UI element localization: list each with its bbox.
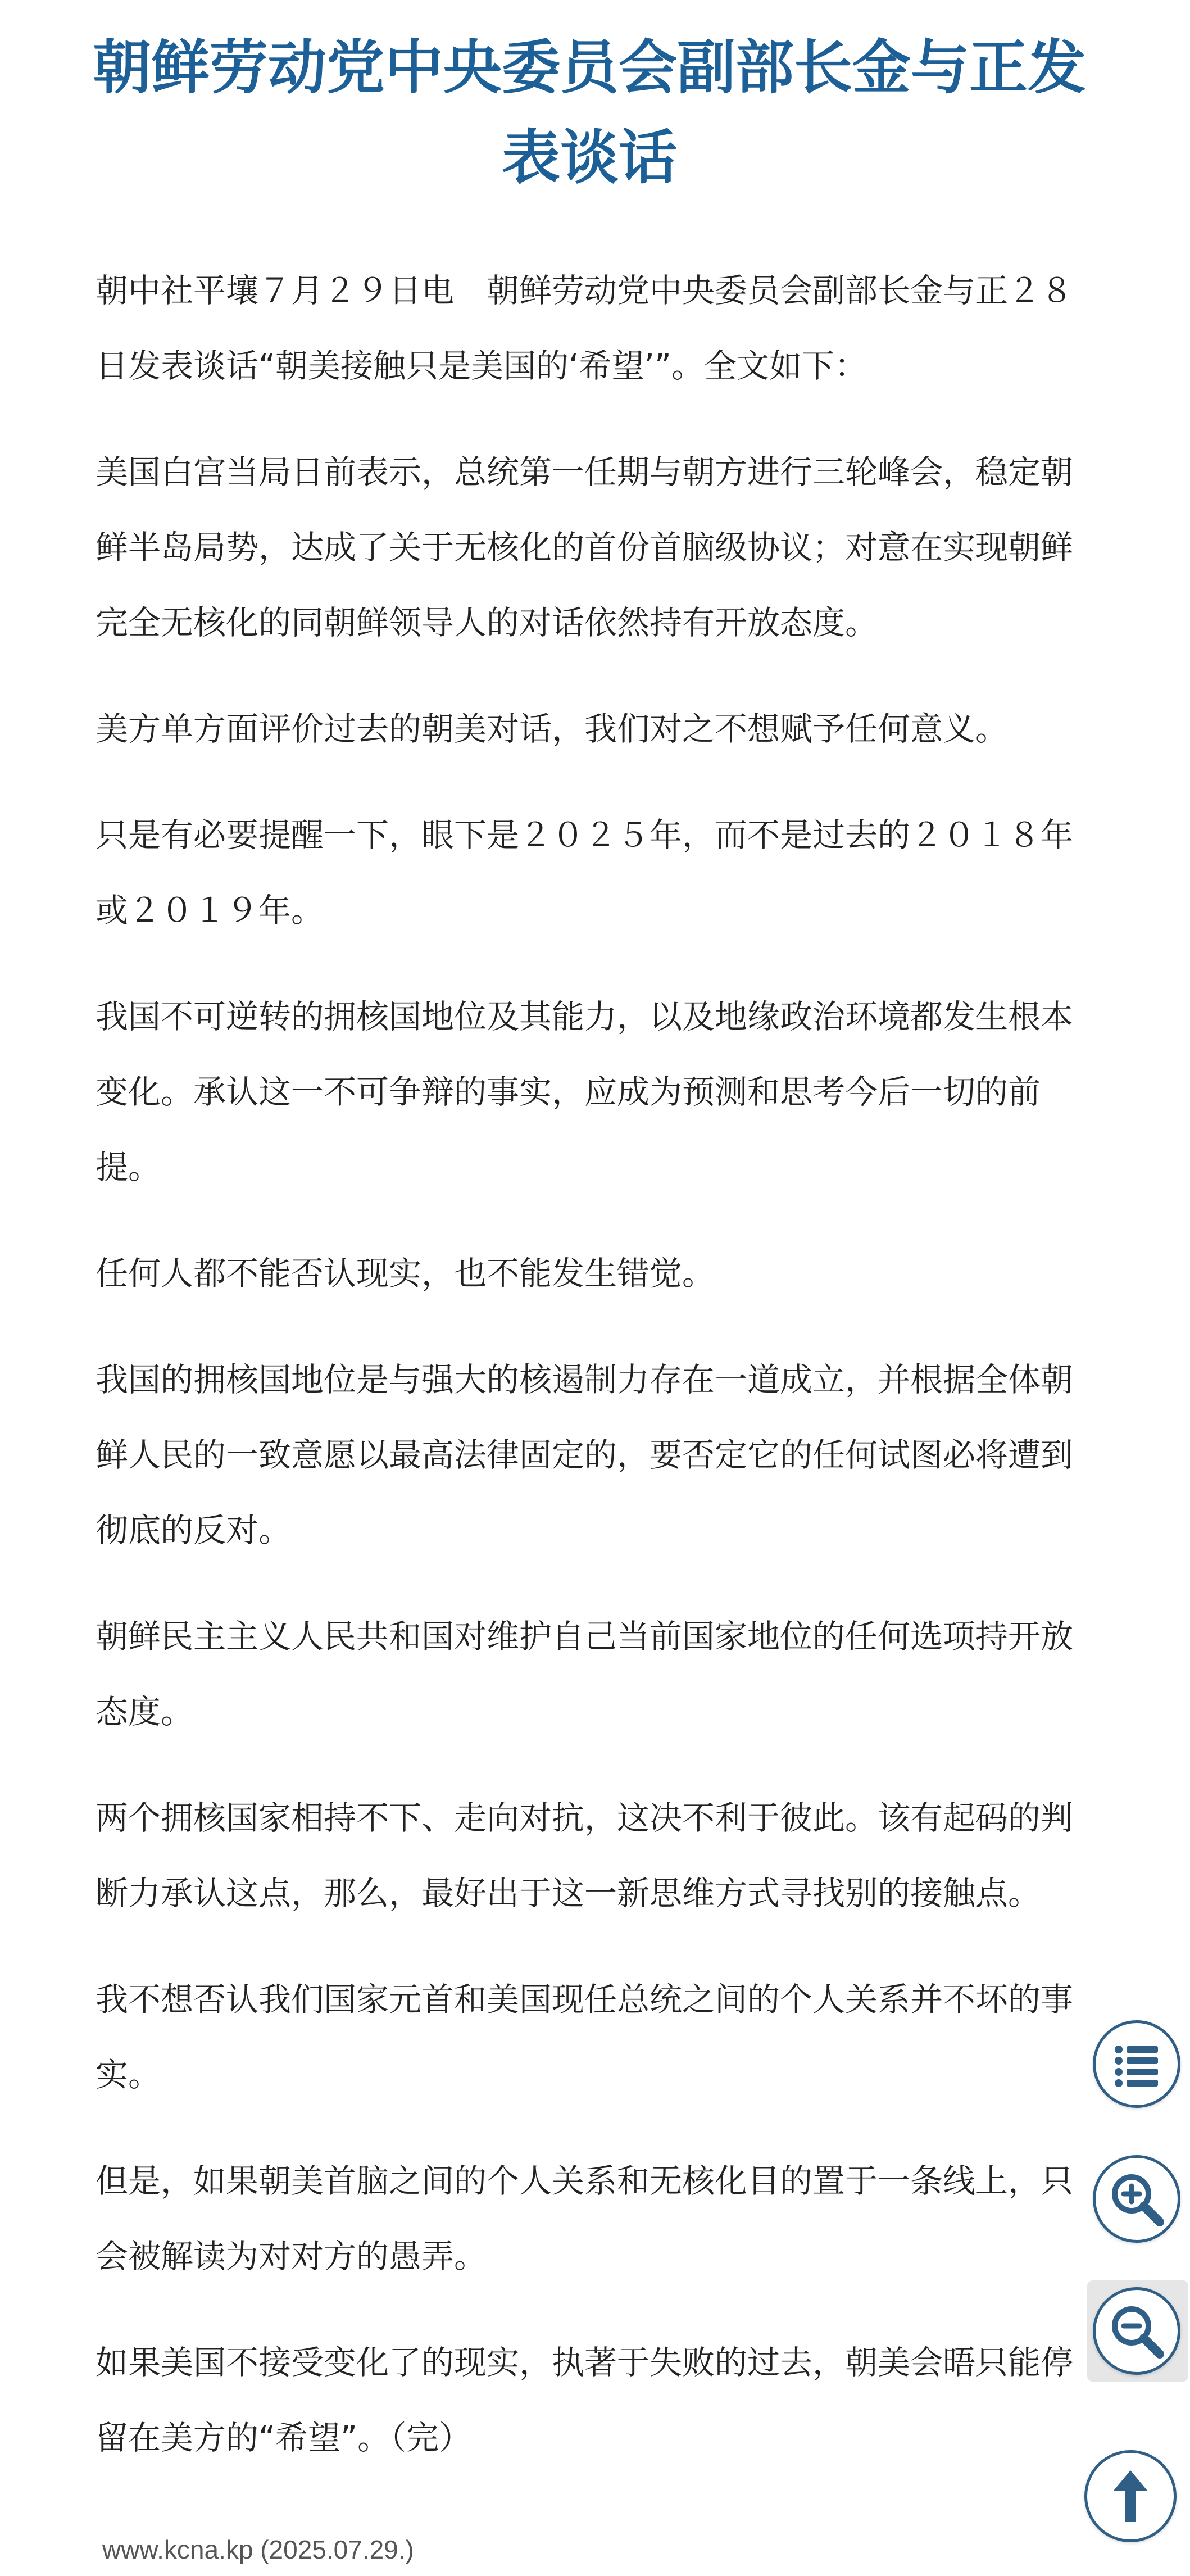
arrow-up-icon: [1097, 2462, 1164, 2530]
paragraph: 朝鲜民主主义人民共和国对维护自己当前国家地位的任何选项持开放态度。: [96, 1617, 1074, 1731]
article-list-button[interactable]: [1093, 2020, 1180, 2108]
paragraph: 如果美国不接受变化了的现实，执著于失败的过去，朝美会晤只能停留在美方的“希望”。（完）: [96, 2343, 1074, 2457]
paragraph: 只是有必要提醒一下，眼下是２０２５年，而不是过去的２０１８年或２０１９年。: [96, 816, 1074, 929]
paragraph: 我国不可逆转的拥核国地位及其能力，以及地缘政治环境都发生根本变化。承认这一不可争辩的事实，应成为预测和思考今后一切的前提。: [96, 997, 1074, 1186]
paragraph: 美国白宫当局日前表示，总统第一任期与朝方进行三轮峰会，稳定朝鲜半岛局势，达成了关于无核化的首份首脑级协议；对意在实现朝鲜完全无核化的同朝鲜领导人的对话依然持有开放态度。: [96, 453, 1074, 642]
zoom-out-button[interactable]: [1093, 2287, 1180, 2375]
back-to-top-button[interactable]: [1084, 2450, 1177, 2542]
paragraph: 两个拥核国家相持不下、走向对抗，这决不利于彼此。该有起码的判断力承认这点，那么，最好出于这一新思维方式寻找别的接触点。: [96, 1799, 1074, 1912]
list-icon: [1109, 2036, 1165, 2092]
article-title: 朝鲜劳动党中央委员会副部长金与正发表谈话: [92, 33, 1086, 192]
paragraph: 我不想否认我们国家元首和美国现任总统之间的个人关系并不坏的事实。: [96, 1980, 1074, 2094]
paragraph: 我国的拥核国地位是与强大的核遏制力存在一道成立，并根据全体朝鲜人民的一致意愿以最高法律固定的，要否定它的任何试图必将遭到彻底的反对。: [96, 1360, 1074, 1549]
zoom-in-icon: [1106, 2168, 1168, 2230]
paragraph: 朝中社平壤７月２９日电 朝鲜劳动党中央委员会副部长金与正２８日发表谈话“朝美接触只是美国的‘希望’”。全文如下：: [96, 271, 1074, 385]
paragraph: 但是，如果朝美首脑之间的个人关系和无核化目的置于一条线上，只会被解读为对对方的愚弄。: [96, 2162, 1074, 2275]
source-footer: www.kcna.kp (2025.07.29.): [102, 2535, 414, 2564]
zoom-out-icon: [1106, 2300, 1168, 2362]
paragraph: 任何人都不能否认现实，也不能发生错觉。: [96, 1254, 715, 1292]
paragraph: 美方单方面评价过去的朝美对话，我们对之不想赋予任何意义。: [96, 710, 1009, 748]
article-body: [96, 253, 1094, 2475]
zoom-in-button[interactable]: [1093, 2155, 1180, 2243]
